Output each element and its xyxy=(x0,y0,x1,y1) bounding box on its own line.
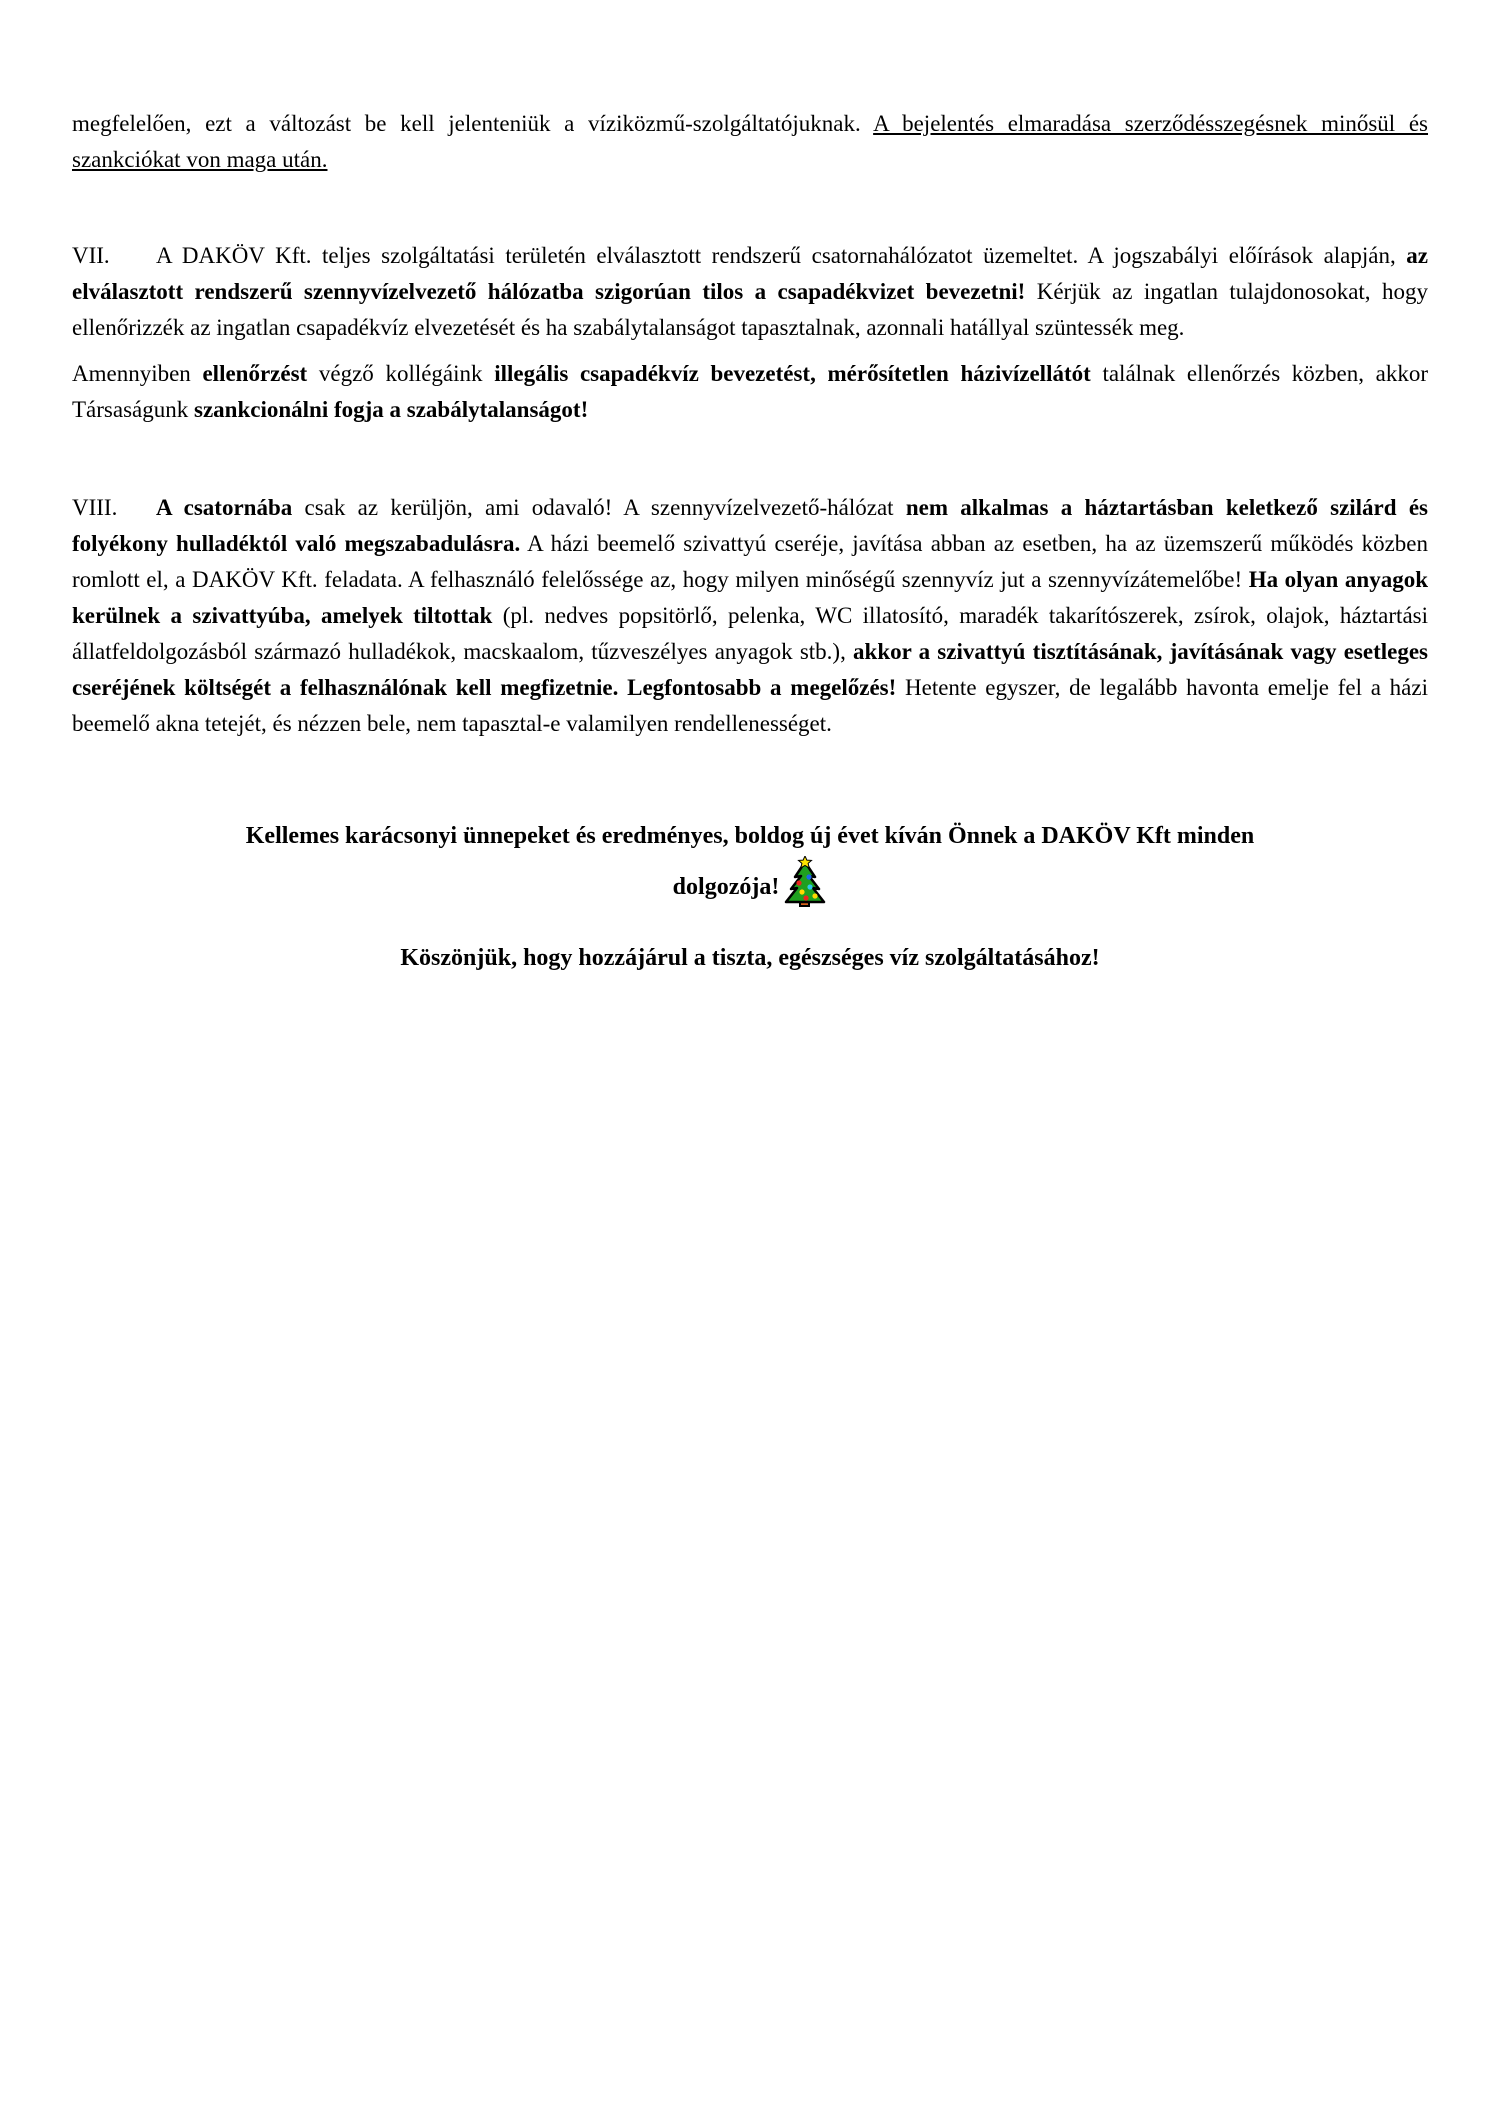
text-run: Amennyiben xyxy=(72,361,203,386)
text-run: Hetente egyszer, de legalább havonta emelje fel a házi beemelő akna tetejét, és nézzen bele, nem tapasztal-e valamilyen rendellenességet. xyxy=(72,675,1428,736)
holiday-greeting xyxy=(72,816,1428,908)
text-run: A házi beemelő szivattyú cseréje, javítása abban az esetben, ha az üzemszerű működés közben romlott el, a DAKÖV Kft. feladata. A felhasználó felelőssége az, hogy milyen minőségű szennyvíz jut a szennyvízátemelőbe! xyxy=(72,531,1428,592)
text-run: illegális csapadékvíz bevezetést, mérősítetlen házivízellátót xyxy=(494,361,1091,386)
text-run: Kellemes karácsonyi ünnepeket és eredményes, boldog új évet kíván Önnek a DAKÖV Kft minden xyxy=(245,823,1255,849)
text-run: szankcionálni fogja a szabálytalanságot! xyxy=(194,397,589,422)
text-run: találnak ellenőrzés közben, akkor Társaságunk xyxy=(72,361,1428,422)
text-run: Ha olyan anyagok kerülnek a szivattyúba, amelyek tiltottak xyxy=(72,567,1428,628)
text-run: A DAKÖV Kft. teljes szolgáltatási területén elválasztott rendszerű csatornahálózatot üzemeltet. A jogszabályi előírások alapján, xyxy=(156,243,1407,268)
section-viii-paragraph xyxy=(72,490,1428,742)
closing-thanks xyxy=(72,938,1428,978)
text-run: nem alkalmas a háztartásban keletkező szilárd és folyékony hulladéktól való megszabadulásra. xyxy=(72,495,1428,556)
text-run: A bejelentés elmaradása szerződésszegésnek minősül és szankciókat von maga után. xyxy=(72,111,1429,172)
section-number-marker: VIII. xyxy=(72,495,118,520)
text-run: A csatornába xyxy=(156,495,293,520)
christmas-tree-icon xyxy=(783,856,827,908)
text-run: megfelelően, ezt a változást be kell jelenteniük a víziközmű-szolgáltatójuknak. xyxy=(72,111,874,136)
section-number-marker: VII. xyxy=(72,243,110,268)
text-run: Köszönjük, hogy hozzájárul a tiszta, egészséges víz szolgáltatásához! xyxy=(400,945,1100,971)
text-run: csak az kerüljön, ami odavaló! A szennyvízelvezető-hálózat xyxy=(292,495,906,520)
text-run: ellenőrzést xyxy=(202,361,308,386)
section-vii-paragraph xyxy=(72,238,1428,346)
text-run: Kérjük az ingatlan tulajdonosokat, hogy ellenőrizzék az ingatlan csapadékvíz elvezetését és ha szabálytalanságot tapasztalnak, azonnali hatállyal szüntessék meg. xyxy=(72,279,1428,340)
text-run: az elválasztott rendszerű szennyvízelvezető hálózatba szigorúan tilos a csapadékvizet bevezetni! xyxy=(72,243,1428,304)
text-run: végző kollégáink xyxy=(307,361,495,386)
paragraph-continuation xyxy=(72,106,1428,178)
inspection-warning-paragraph xyxy=(72,356,1428,428)
text-run: akkor a szivattyú tisztításának, javításának vagy esetleges cseréjének költségét a felhasználónak kell megfizetnie. Legfontosabb a megelőzés! xyxy=(72,639,1428,700)
text-run: dolgozója! xyxy=(672,874,780,900)
text-run: (pl. nedves popsitörlő, pelenka, WC illatosító, maradék takarítószerek, zsírok, olajok, háztartási állatfeldolgozásból származó hulladékok, macskaalom, tűzveszélyes anyagok stb.), xyxy=(72,603,1428,664)
